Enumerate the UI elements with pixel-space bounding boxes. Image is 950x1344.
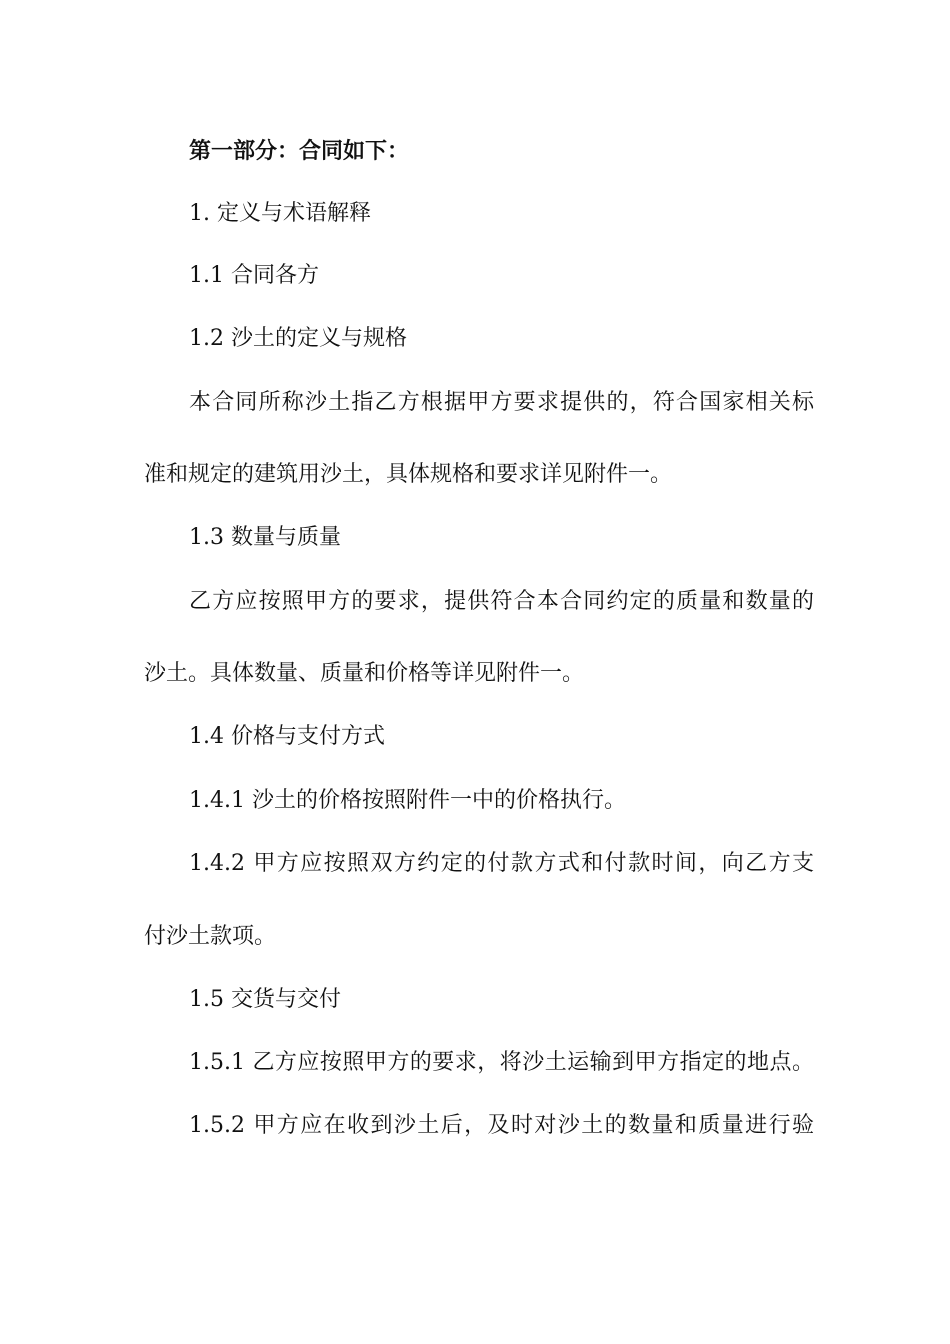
- line-1: 1. 定义与术语解释: [189, 201, 371, 226]
- line-1-3: 1.3 数量与质量: [189, 525, 341, 550]
- paragraph-1-3-line-2: 沙土。具体数量、质量和价格等详见附件一。: [144, 661, 585, 686]
- line-1-4-1: 1.4.1 沙土的价格按照附件一中的价格执行。: [189, 788, 626, 813]
- paragraph-1-4-2-line-1: 1.4.2 甲方应按照双方约定的付款方式和付款时间，向乙方支: [189, 851, 814, 876]
- line-1-4: 1.4 价格与支付方式: [189, 724, 385, 749]
- line-1-5: 1.5 交货与交付: [189, 987, 341, 1012]
- paragraph-1-2-line-1: 本合同所称沙土指乙方根据甲方要求提供的，符合国家相关标: [189, 390, 814, 415]
- line-1-1: 1.1 合同各方: [189, 263, 319, 288]
- paragraph-1-3-line-1: 乙方应按照甲方的要求，提供符合本合同约定的质量和数量的: [189, 589, 814, 614]
- section-heading: 第一部分：合同如下：: [189, 139, 410, 164]
- paragraph-1-2-line-2: 准和规定的建筑用沙土，具体规格和要求详见附件一。: [144, 462, 673, 487]
- line-1-2: 1.2 沙土的定义与规格: [189, 326, 407, 351]
- paragraph-1-5-2-line-1: 1.5.2 甲方应在收到沙土后，及时对沙土的数量和质量进行验: [189, 1113, 814, 1138]
- line-1-5-1: 1.5.1 乙方应按照甲方的要求，将沙土运输到甲方指定的地点。: [189, 1050, 814, 1075]
- paragraph-1-4-2-line-2: 付沙土款项。: [144, 924, 277, 949]
